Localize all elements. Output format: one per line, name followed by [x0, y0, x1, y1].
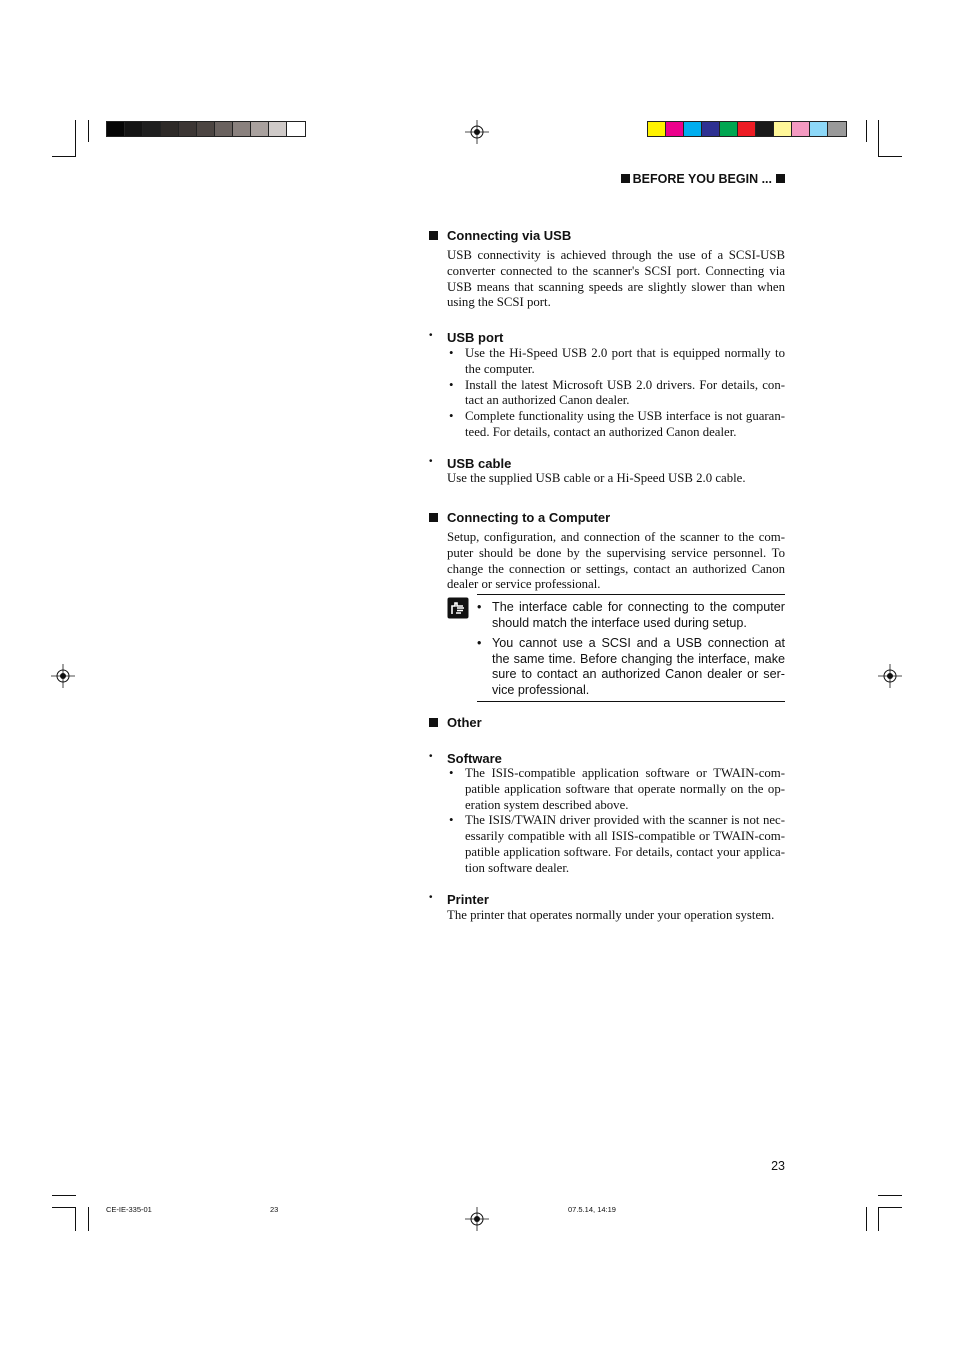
- section-heading-computer: Connecting to a Computer: [447, 510, 611, 525]
- gray-swatch: [232, 121, 251, 137]
- color-swatch: [827, 121, 847, 137]
- color-swatch: [719, 121, 738, 137]
- list-item: • Use the Hi-Speed USB 2.0 port that is equipped normally to the computer.: [447, 346, 785, 378]
- printer-text: The printer that operates normally under your operation system.: [447, 908, 775, 922]
- subheading-usb-port: • USB port: [447, 330, 503, 345]
- note-item: • You cannot use a SCSI and a USB connection at the same time. Before changing the interface, make sure to contact an authorized Canon dealer or ser-vice professional.: [477, 636, 785, 698]
- footer-page: 23: [270, 1205, 279, 1214]
- software-list: [447, 766, 785, 877]
- color-swatch: [755, 121, 774, 137]
- crop-mark: [75, 120, 76, 157]
- crop-mark: [878, 1207, 902, 1208]
- color-swatch: [701, 121, 720, 137]
- usb-port-list: [447, 346, 785, 441]
- footer-doc-code: CE-IE-335-01: [106, 1205, 152, 1214]
- running-header: [612, 172, 785, 186]
- running-header-text: BEFORE YOU BEGIN ...: [632, 172, 772, 186]
- crop-mark: [878, 1207, 879, 1231]
- gray-swatch: [142, 121, 161, 137]
- usb-intro-paragraph: USB connectivity is achieved through the use of a SCSI-USB converter connected to the scanner's SCSI port. Connecting via USB means that scanning speeds are slightly slower than when using the SCSI port.: [447, 248, 785, 310]
- gray-swatch: [106, 121, 125, 137]
- note-bottom-rule: [477, 701, 785, 702]
- page-number: 23: [771, 1159, 785, 1173]
- footer-timestamp: 07.5.14, 14:19: [568, 1205, 616, 1214]
- usb-cable-text: Use the supplied USB cable or a Hi-Speed USB 2.0 cable.: [447, 471, 746, 485]
- subheading-printer: • Printer: [447, 892, 489, 907]
- section-heading-other: Other: [447, 715, 482, 730]
- gray-swatch: [160, 121, 179, 137]
- list-item: • The ISIS/TWAIN driver provided with the scanner is not nec-essarily compatible with all ISIS-compatible or TWAIN-com-patible application software. For details, contact your applica-tion software dealer.: [447, 813, 785, 876]
- crop-mark: [878, 1195, 902, 1196]
- list-item: • Install the latest Microsoft USB 2.0 drivers. For details, con-tact an authorized Canon dealer.: [447, 378, 785, 410]
- subheading-software: • Software: [447, 751, 502, 766]
- color-swatch: [665, 121, 684, 137]
- gray-swatch: [178, 121, 197, 137]
- color-swatch: [809, 121, 828, 137]
- gray-swatch: [250, 121, 269, 137]
- crop-mark: [88, 1207, 89, 1231]
- crop-mark: [52, 1195, 76, 1196]
- crop-mark: [88, 120, 89, 142]
- note-top-rule: [477, 594, 785, 595]
- crop-mark: [878, 156, 902, 157]
- gray-swatch: [214, 121, 233, 137]
- crop-mark: [52, 156, 76, 157]
- subheading-usb-cable: • USB cable: [447, 456, 511, 471]
- gray-swatch: [268, 121, 287, 137]
- crop-mark: [878, 120, 879, 157]
- gray-swatch: [196, 121, 215, 137]
- color-swatch: [647, 121, 666, 137]
- color-swatch: [737, 121, 756, 137]
- note-item: • The interface cable for connecting to the computer should match the interface used during setup.: [477, 600, 785, 631]
- registration-target-icon: [878, 664, 902, 688]
- hand-pointing-icon: [447, 597, 469, 619]
- crop-mark: [866, 120, 867, 142]
- list-item: • The ISIS-compatible application software or TWAIN-com-patible application software that operate normally on the op-eration system described above.: [447, 766, 785, 813]
- gray-swatch: [286, 121, 306, 137]
- crop-mark: [75, 1207, 76, 1231]
- color-swatch: [683, 121, 702, 137]
- computer-intro-paragraph: Setup, configuration, and connection of the scanner to the com-puter should be done by the supervising service personnel. To change the connection or settings, contact an authorized Canon dealer or service professional.: [447, 530, 785, 592]
- section-heading-usb: Connecting via USB: [447, 228, 572, 243]
- crop-mark: [866, 1207, 867, 1231]
- square-bullet-icon: [776, 174, 785, 183]
- note-list: [477, 600, 785, 699]
- color-swatch: [791, 121, 810, 137]
- color-swatch: [773, 121, 792, 137]
- registration-target-icon: [51, 664, 75, 688]
- gray-swatch: [124, 121, 143, 137]
- crop-mark: [52, 1207, 76, 1208]
- list-item: • Complete functionality using the USB interface is not guaran-teed. For details, contact an authorized Canon dealer.: [447, 409, 785, 441]
- registration-target-icon: [465, 120, 489, 144]
- square-bullet-icon: [621, 174, 630, 183]
- registration-target-icon: [465, 1207, 489, 1231]
